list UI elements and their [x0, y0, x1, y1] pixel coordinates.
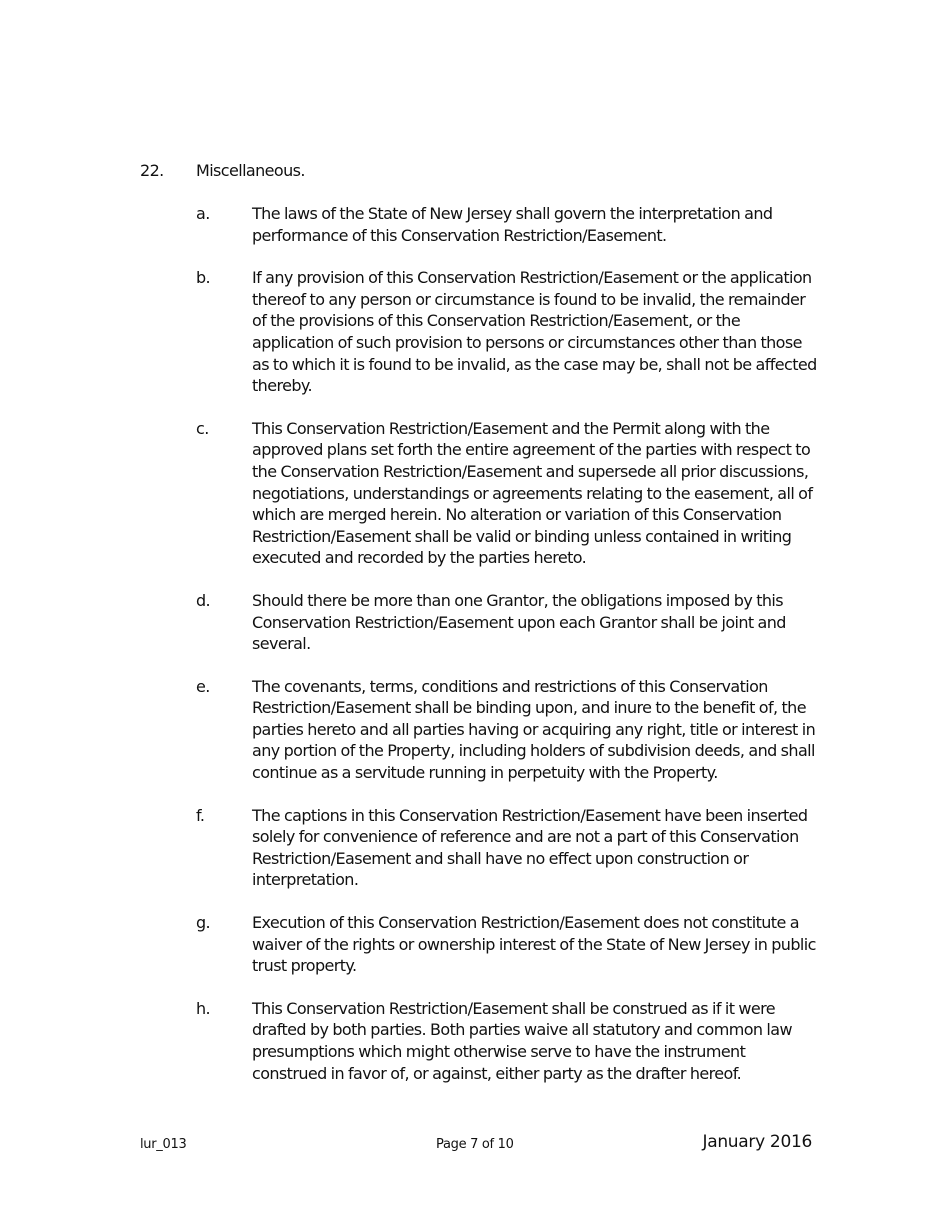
subsection-text: Should there be more than one Grantor, the obligations imposed by this Conservation Restriction/Easement upon each Grantor shall be joint and several.	[252, 590, 786, 654]
subsection-a	[196, 203, 826, 246]
subsection-text: Execution of this Conservation Restriction/Easement does not constitute a waiver of the rights or ownership interest of the State of New Jersey in public trust property.	[252, 913, 816, 976]
subsection-text: If any provision of this Conservation Restriction/Easement or the application thereof to any person or circumstance is found to be invalid, the remainder of the provisions of this Conservation Restriction/Easement, or the application of such provision to persons or circumstances other than those as to which it is found to be invalid, as the case may be, shall not be affected thereby.	[252, 268, 817, 396]
subsection-letter: f.	[196, 805, 205, 825]
subsection-text: This Conservation Restriction/Easement and the Permit along with the approved plans set forth the entire agreement of the parties with respect to the Conservation Restriction/Easement and supersede all prior discussions, negotiations, understandings or agreements relating to the easement, all of which are merged herein. No alteration or variation of this Conservation Restriction/Easement shall be valid or binding unless contained in writing executed and recorded by the parties hereto.	[252, 418, 813, 568]
section-title: Miscellaneous.	[196, 161, 305, 180]
subsection-g	[196, 912, 826, 977]
subsection-text: The captions in this Conservation Restriction/Easement have been inserted solely for convenience of reference and are not a part of this Conservation Restriction/Easement and shall have no effect upon construction or interpretation.	[252, 805, 808, 890]
subsection-text: The laws of the State of New Jersey shall govern the interpretation and performance of this Conservation Restriction/Easement.	[252, 204, 773, 245]
subsection-b	[196, 267, 826, 397]
subsection-h	[196, 998, 826, 1084]
subsection-e	[196, 676, 826, 784]
subsection-letter: a.	[196, 204, 210, 223]
subsection-f	[196, 805, 826, 891]
subsection-d	[196, 590, 826, 655]
subsection-letter: h.	[196, 998, 211, 1018]
subsection-letter: b.	[196, 268, 211, 288]
subsection-text: The covenants, terms, conditions and restrictions of this Conservation Restriction/Easement shall be binding upon, and inure to the benefit of, the parties hereto and all parties having or acquiring any right, title or interest in any portion of the Property, including holders of subdivision deeds, and shall continue as a servitude running in perpetuity with the Property.	[252, 676, 816, 783]
subsection-text: This Conservation Restriction/Easement shall be construed as if it were drafted by both parties. Both parties waive all statutory and common law presumptions which might otherwise serve to have the instrument construed in favor of, or against, either party as the drafter hereof.	[252, 998, 792, 1083]
subsection-c	[196, 418, 826, 569]
subsection-letter: d.	[196, 590, 211, 610]
footer-form-id: lur_013	[140, 1137, 187, 1152]
footer-date: January 2016	[702, 1132, 812, 1152]
subsection-letter: e.	[196, 676, 210, 696]
subsection-list	[196, 203, 826, 1105]
subsection-letter: c.	[196, 418, 209, 438]
page-footer	[140, 1131, 812, 1157]
section-number: 22.	[140, 161, 164, 180]
subsection-letter: g.	[196, 913, 211, 933]
footer-page-number: Page 7 of 10	[436, 1137, 514, 1152]
